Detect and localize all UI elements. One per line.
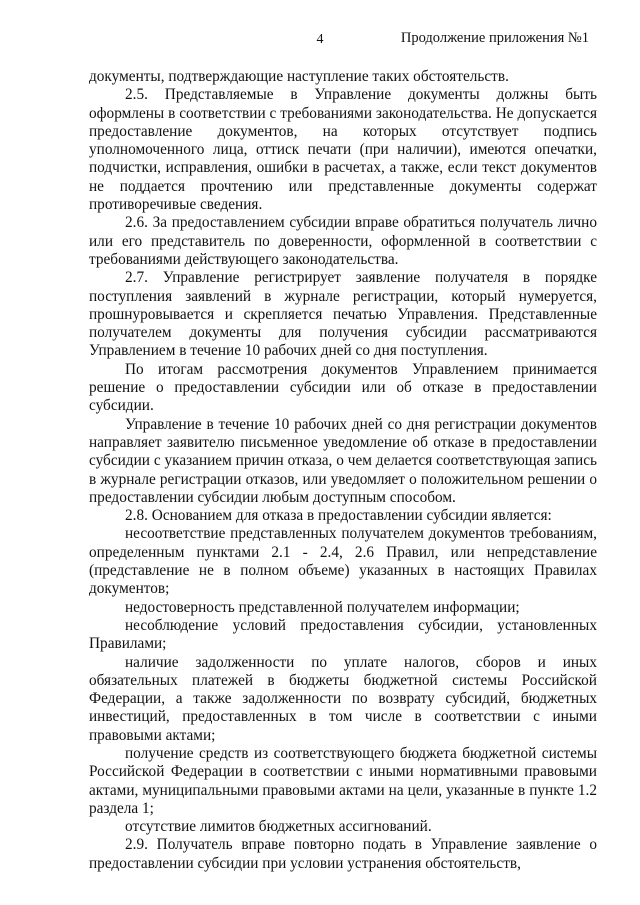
continuation-note: Продолжение приложения №1 [400, 30, 589, 46]
paragraph-2-8: 2.8. Основанием для отказа в предоставлении субсидии является: [125, 507, 552, 525]
refusal-ground-false-info: недостоверность представленной получателем информации; [125, 598, 520, 616]
paragraph-notification: Управление в течение 10 рабочих дней со дня регистрации документов направляет заявителю письменное уведомление об отказе в предоставлении субсидии с указанием причин отказа, о чем делается соответствующая запись в журнале регистрации отказов, или уведомляет о положительном решении о предоставлении субсидии любым доступным способом. [89, 415, 597, 506]
refusal-ground-conditions: несоблюдение условий предоставления субсидии, установленных Правилами; [89, 616, 597, 653]
paragraph-2-5: 2.5. Представляемые в Управление документы должны быть оформлены в соответствии с требованиями законодательства. Не допускается предоставление документов, на которых отсутствует подпись уполномоченного лица, оттиск печати (при наличии), имеются опечатки, подчистки, исправления, ошибки в расчетах, а также, если текст документов не поддается прочтению или представленные документы содержат противоречивые сведения. [89, 86, 597, 214]
paragraph-continuation: документы, подтверждающие наступление таких обстоятельств. [89, 68, 509, 85]
paragraph-2-9: 2.9. Получатель вправе повторно подать в Управление заявление о предоставлении субсидии при условии устранения обстоятельств, [89, 836, 597, 872]
page-number: 4 [316, 32, 324, 47]
document-body [89, 68, 597, 873]
refusal-ground-no-limits: отсутствие лимитов бюджетных ассигнований. [125, 818, 432, 836]
refusal-ground-other-funds: получение средств из соответствующего бюджета бюджетной системы Российской Федерации в соответствии с иными нормативными правовыми актами, муниципальными правовыми актами на цели, указанные в пункте 1.2 раздела 1; [89, 744, 597, 817]
paragraph-2-6: 2.6. За предоставлением субсидии вправе обратиться получатель лично или его представитель по доверенности, оформленной в соответствии с требованиями действующего законодательства. [89, 214, 597, 268]
refusal-ground-debt: наличие задолженности по уплате налогов, сборов и иных обязательных платежей в бюджеты бюджетной системы Российской Федерации, а также задолженности по возврату субсидий, бюджетных инвестиций, предоставленных в том числе в соответствии с иными правовыми актами; [89, 653, 597, 744]
paragraph-2-7: 2.7. Управление регистрирует заявление получателя в порядке поступления заявлений в журнале регистрации, который нумеруется, прошнуровывается и скрепляется печатью Управления. Представленные получателем документы для получения субсидии рассматриваются Управлением в течение 10 рабочих дней со дня поступления. [89, 269, 597, 360]
refusal-ground-documents: несоответствие представленных получателем документов требованиям, определенным пунктами 2.1 - 2.4, 2.6 Правил, или непредставление (представление не в полном объеме) указанных в настоящих Правилах документов; [89, 525, 597, 598]
paragraph-review-decision: По итогам рассмотрения документов Управлением принимается решение о предоставлении субсидии или об отказе в предоставлении субсидии. [89, 360, 597, 415]
